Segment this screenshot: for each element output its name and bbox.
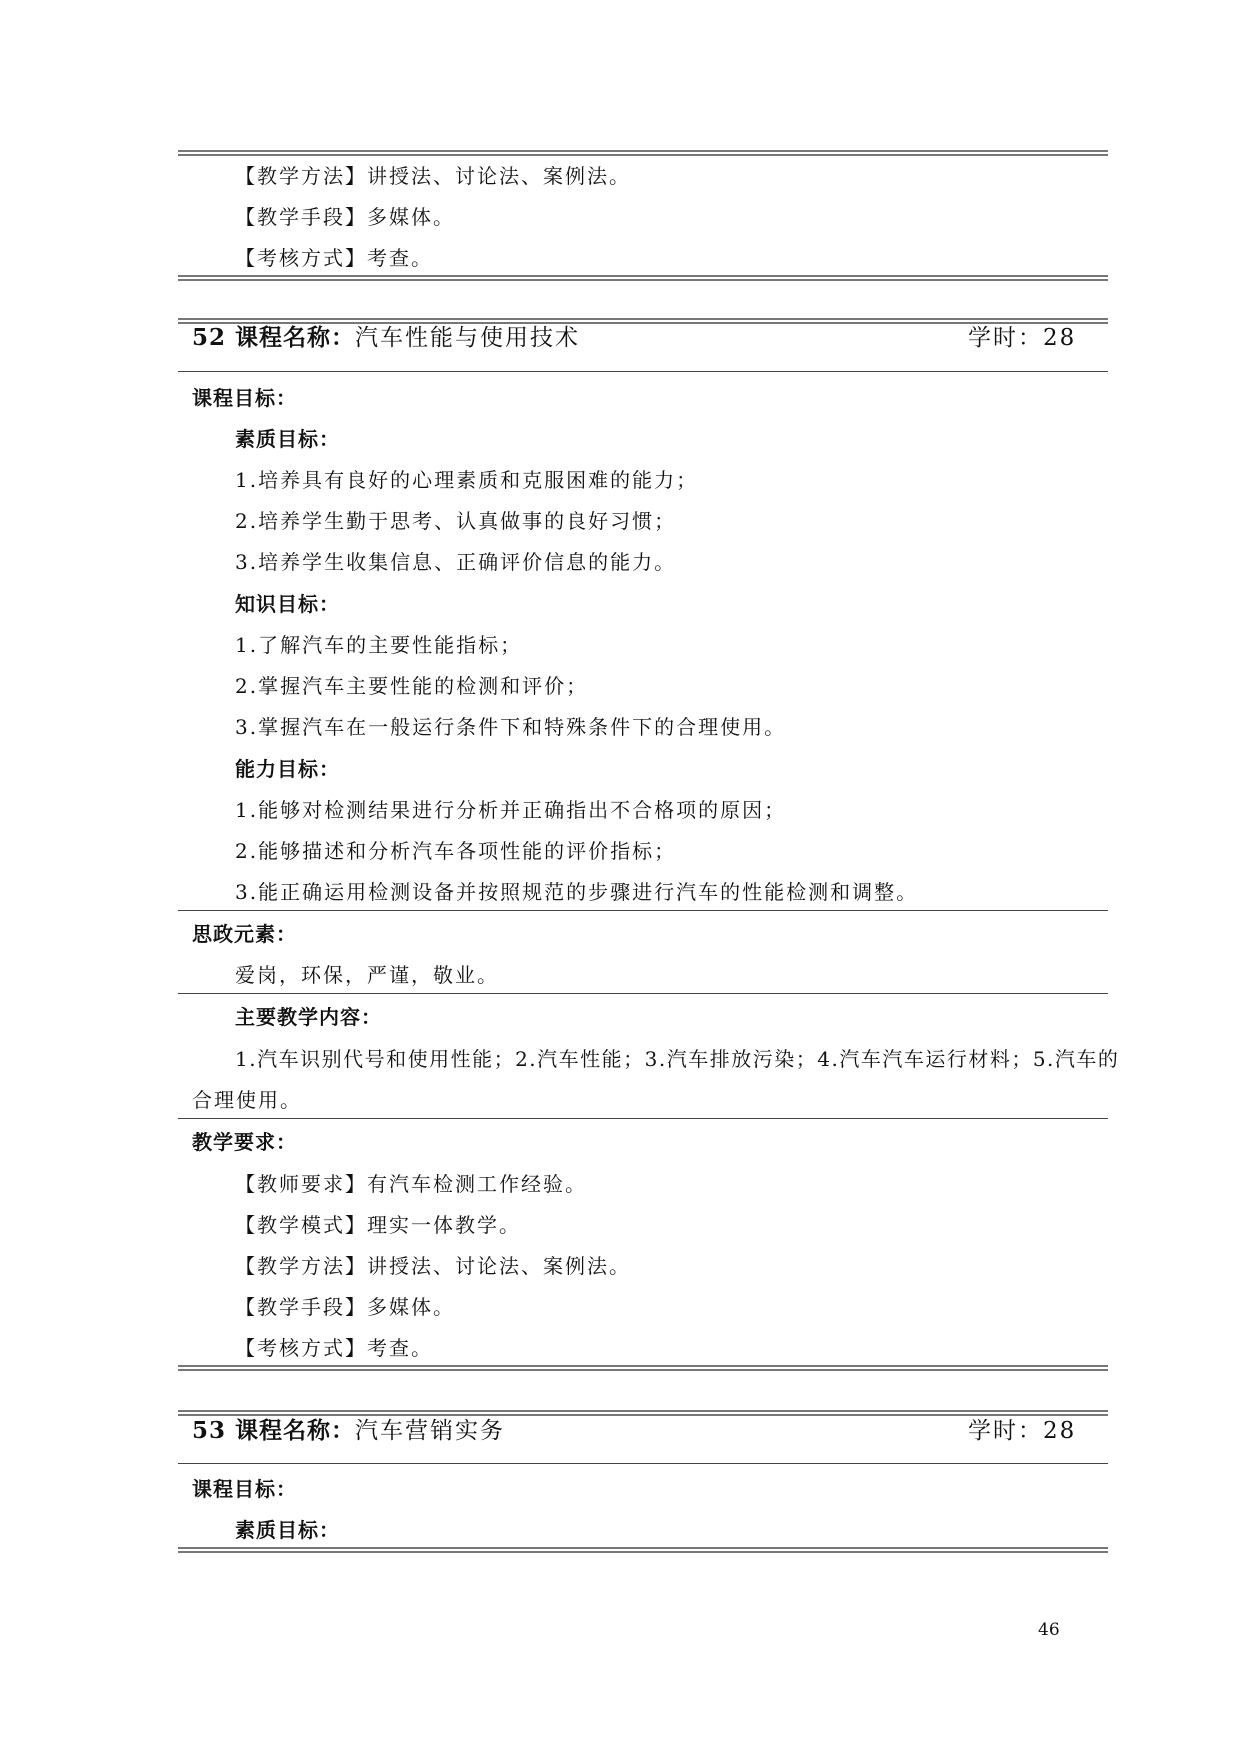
- course52-goals-heading: 课程目标：: [192, 386, 297, 410]
- teaching-means: 【教学手段】多媒体。: [235, 1295, 455, 1319]
- teaching-method: 【教学方法】讲授法、讨论法、案例法。: [235, 1254, 631, 1278]
- teaching-means: 【教学手段】多媒体。: [235, 205, 455, 229]
- course53-title-label: 53 课程名称：: [192, 1417, 356, 1444]
- course52-title-value: 汽车性能与使用技术: [355, 325, 581, 351]
- course53-title-rule: [178, 1463, 1108, 1464]
- course52-bottom-rule: [178, 1365, 1108, 1371]
- course52-quality-heading: 素质目标：: [235, 427, 340, 451]
- course52-knowledge-heading: 知识目标：: [235, 592, 340, 616]
- course52-ability-heading: 能力目标：: [235, 757, 340, 781]
- course52-ideology-rule: [178, 910, 1108, 911]
- course53-goals-heading: 课程目标：: [192, 1477, 297, 1501]
- assessment-method: 【考核方式】考查。: [235, 1336, 433, 1360]
- course52-requirements-rule: [178, 1118, 1108, 1119]
- teaching-method: 【教学方法】讲授法、讨论法、案例法。: [235, 164, 631, 188]
- list-item: 2.培养学生勤于思考、认真做事的良好习惯；: [235, 509, 677, 533]
- course52-hours: 学时：28: [968, 325, 1077, 351]
- page-number: 46: [1038, 1620, 1060, 1640]
- list-item: 3.培养学生收集信息、正确评价信息的能力。: [235, 550, 677, 574]
- page-bottom-rule: [178, 1547, 1108, 1553]
- course53-hours: 学时：28: [968, 1418, 1077, 1444]
- course52-content-line2: 合理使用。: [192, 1088, 302, 1112]
- teacher-requirement: 【教师要求】有汽车检测工作经验。: [235, 1172, 587, 1196]
- section-bottom-rule: [178, 275, 1108, 281]
- course52-content-heading: 主要教学内容：: [235, 1005, 382, 1029]
- list-item: 1.了解汽车的主要性能指标；: [235, 633, 523, 657]
- list-item: 2.能够描述和分析汽车各项性能的评价指标；: [235, 839, 677, 863]
- course52-content-line1: 1.汽车识别代号和使用性能；2.汽车性能；3.汽车排放污染；4.汽车汽车运行材料；5.汽车的: [235, 1047, 1120, 1071]
- list-item: 2.掌握汽车主要性能的检测和评价；: [235, 674, 589, 698]
- course52-ideology-heading: 思政元素：: [192, 922, 297, 946]
- course52-ideology-text: 爱岗，环保，严谨，敬业。: [235, 963, 499, 987]
- course53-quality-heading: 素质目标：: [235, 1518, 340, 1542]
- list-item: 1.培养具有良好的心理素质和克服困难的能力；: [235, 468, 699, 492]
- course53-title-value: 汽车营销实务: [355, 1418, 506, 1444]
- section-top-rule: [178, 150, 1108, 156]
- list-item: 3.掌握汽车在一般运行条件下和特殊条件下的合理使用。: [235, 715, 787, 739]
- course53-title: [192, 1417, 505, 1445]
- course53-top-rule: [178, 1410, 1108, 1416]
- teaching-mode: 【教学模式】理实一体教学。: [235, 1213, 521, 1237]
- list-item: 1.能够对检测结果进行分析并正确指出不合格项的原因；: [235, 798, 787, 822]
- assessment-method: 【考核方式】考查。: [235, 246, 433, 270]
- course52-title-rule: [178, 371, 1108, 372]
- course52-requirements-heading: 教学要求：: [192, 1130, 297, 1154]
- course52-title-label: 52 课程名称：: [192, 324, 356, 351]
- list-item: 3.能正确运用检测设备并按照规范的步骤进行汽车的性能检测和调整。: [235, 880, 919, 904]
- course52-title: [192, 324, 580, 352]
- course52-content-rule: [178, 993, 1108, 994]
